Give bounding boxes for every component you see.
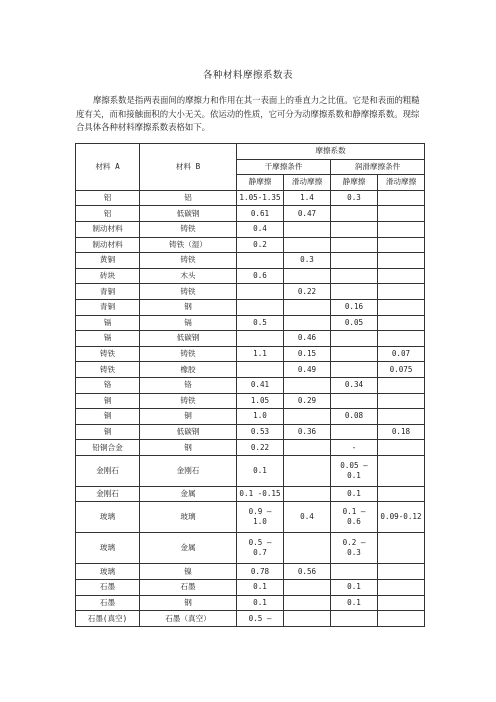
table-row <box>76 595 425 611</box>
cell-dry-sliding: 0.29 <box>284 393 331 409</box>
table-row <box>76 237 425 253</box>
cell-lube-static <box>331 268 378 284</box>
cell-dry-static <box>237 253 284 269</box>
cell-lube-sliding <box>378 268 425 284</box>
header-dry-condition: 干摩擦条件 <box>237 159 331 175</box>
cell-material-a: 玻璃 <box>76 502 140 533</box>
cell-dry-static: 0.5 – <box>237 611 284 627</box>
header-row-1 <box>76 144 425 160</box>
cell-material-a: 石墨 <box>76 595 140 611</box>
cell-material-b: 铸铁 <box>140 253 237 269</box>
cell-material-b: 橡胶 <box>140 362 237 378</box>
cell-lube-sliding <box>378 253 425 269</box>
cell-lube-sliding <box>378 533 425 564</box>
cell-dry-static <box>237 362 284 378</box>
table-row <box>76 424 425 440</box>
cell-material-b: 钢 <box>140 440 237 456</box>
header-lubricated-condition: 润滑摩擦条件 <box>331 159 425 175</box>
cell-dry-sliding: 0.36 <box>284 424 331 440</box>
cell-material-b: 镉 <box>140 315 237 331</box>
cell-dry-static: 0.1 <box>237 580 284 596</box>
cell-material-a: 石墨 <box>76 580 140 596</box>
cell-lube-sliding <box>378 190 425 206</box>
cell-material-a: 黄铜 <box>76 253 140 269</box>
friction-table <box>75 143 425 627</box>
cell-material-b: 石墨 <box>140 580 237 596</box>
cell-material-a: 铝 <box>76 190 140 206</box>
cell-dry-static: 0.4 <box>237 221 284 237</box>
cell-material-b: 玻璃 <box>140 502 237 533</box>
cell-dry-sliding <box>284 299 331 315</box>
table-row <box>76 580 425 596</box>
cell-lube-static <box>331 424 378 440</box>
cell-lube-sliding <box>378 284 425 300</box>
cell-dry-sliding: 0.3 <box>284 253 331 269</box>
cell-dry-static: 0.2 <box>237 237 284 253</box>
cell-material-a: 铅铜合金 <box>76 440 140 456</box>
cell-lube-sliding <box>378 237 425 253</box>
table-row <box>76 206 425 222</box>
table-row <box>76 533 425 564</box>
cell-value-line: 0.6 <box>347 517 361 527</box>
cell-material-a: 玻璃 <box>76 564 140 580</box>
cell-material-b: 钢 <box>140 299 237 315</box>
cell-lube-sliding <box>378 409 425 425</box>
cell-material-b: 金刚石 <box>140 455 237 486</box>
cell-lube-sliding: 0.075 <box>378 362 425 378</box>
cell-dry-sliding <box>284 486 331 502</box>
cell-lube-sliding <box>378 455 425 486</box>
cell-dry-static: 0.5 <box>237 315 284 331</box>
cell-lube-static <box>331 564 378 580</box>
cell-dry-static: 1.05-1.35 <box>237 190 284 206</box>
cell-lube-static: - <box>331 440 378 456</box>
cell-material-b: 金属 <box>140 533 237 564</box>
cell-material-a: 镉 <box>76 331 140 347</box>
cell-material-b: 铸铁 <box>140 284 237 300</box>
cell-dry-sliding <box>284 237 331 253</box>
cell-material-b: 金属 <box>140 486 237 502</box>
cell-dry-static <box>237 502 284 533</box>
cell-lube-sliding <box>378 440 425 456</box>
table-row <box>76 346 425 362</box>
cell-lube-sliding <box>378 393 425 409</box>
header-lube-static: 静摩擦 <box>331 175 378 191</box>
cell-lube-static <box>331 331 378 347</box>
cell-dry-sliding <box>284 221 331 237</box>
cell-dry-sliding <box>284 580 331 596</box>
table-row <box>76 362 425 378</box>
cell-material-b: 镍 <box>140 564 237 580</box>
cell-dry-static: 0.61 <box>237 206 284 222</box>
header-dry-sliding: 滑动摩擦 <box>284 175 331 191</box>
cell-material-a: 青铜 <box>76 284 140 300</box>
cell-material-b: 铸铁 <box>140 221 237 237</box>
table-row <box>76 221 425 237</box>
cell-dry-sliding: 0.4 <box>284 502 331 533</box>
cell-material-a: 铸铁 <box>76 346 140 362</box>
cell-material-a: 金刚石 <box>76 455 140 486</box>
cell-lube-sliding <box>378 331 425 347</box>
header-material-b: 材料 B <box>140 144 237 191</box>
cell-dry-sliding: 0.49 <box>284 362 331 378</box>
cell-material-a: 铝 <box>76 206 140 222</box>
table-row <box>76 315 425 331</box>
cell-lube-sliding <box>378 595 425 611</box>
cell-lube-static: 0.05 <box>331 315 378 331</box>
cell-dry-static: 1.0 <box>237 409 284 425</box>
cell-dry-static <box>237 299 284 315</box>
cell-lube-sliding <box>378 206 425 222</box>
cell-material-a: 铬 <box>76 377 140 393</box>
cell-dry-static: 0.22 <box>237 440 284 456</box>
table-row <box>76 440 425 456</box>
cell-value-line: 0.7 <box>253 548 267 558</box>
table-row <box>76 486 425 502</box>
cell-lube-static <box>331 393 378 409</box>
cell-dry-static: 0.1 -0.15 <box>237 486 284 502</box>
cell-value-line: 0.1 <box>347 470 361 480</box>
cell-lube-sliding <box>378 611 425 627</box>
cell-lube-static <box>331 284 378 300</box>
table-row <box>76 502 425 533</box>
cell-dry-static: 0.6 <box>237 268 284 284</box>
cell-lube-static: 0.1 <box>331 580 378 596</box>
table-row <box>76 393 425 409</box>
cell-dry-sliding: 0.56 <box>284 564 331 580</box>
cell-dry-sliding <box>284 409 331 425</box>
cell-value-line: 1.0 <box>253 517 267 527</box>
cell-material-b: 木头 <box>140 268 237 284</box>
table-row <box>76 331 425 347</box>
cell-material-b: 低碳钢 <box>140 331 237 347</box>
cell-dry-static: 0.53 <box>237 424 284 440</box>
table-row <box>76 268 425 284</box>
intro-paragraph: 摩擦系数是指两表面间的摩擦力和作用在其一表面上的垂直力之比值。它是和表面的粗糙度有关，而和接触面积的大小无关。依运动的性质，它可分为动摩擦系数和静摩擦系数。现综合具体各种材料摩擦系数表格如下。 <box>76 95 420 132</box>
cell-dry-sliding <box>284 595 331 611</box>
cell-lube-sliding <box>378 315 425 331</box>
cell-material-b: 铸铁 <box>140 393 237 409</box>
cell-material-a: 制动材料 <box>76 237 140 253</box>
cell-dry-static: 1.1 <box>237 346 284 362</box>
cell-value-line: 0.5 – <box>248 538 272 548</box>
cell-material-a: 石墨(真空) <box>76 611 140 627</box>
cell-material-b: 铸铁（湿） <box>140 237 237 253</box>
cell-material-b: 石墨（真空） <box>140 611 237 627</box>
cell-material-a: 铸铁 <box>76 362 140 378</box>
cell-lube-static: 0.34 <box>331 377 378 393</box>
header-lube-sliding: 滑动摩擦 <box>378 175 425 191</box>
cell-lube-sliding <box>378 377 425 393</box>
table-row <box>76 253 425 269</box>
cell-lube-static: 0.1 <box>331 486 378 502</box>
header-friction-coefficient: 摩擦系数 <box>237 144 425 160</box>
table-row <box>76 409 425 425</box>
cell-dry-sliding <box>284 377 331 393</box>
cell-dry-static <box>237 284 284 300</box>
cell-dry-static <box>237 533 284 564</box>
cell-value-line: 0.2 – <box>342 538 366 548</box>
cell-lube-static: 0.16 <box>331 299 378 315</box>
table-body <box>76 190 425 626</box>
cell-material-a: 砖块 <box>76 268 140 284</box>
document-title: 各种材料摩擦系数表 <box>202 70 293 81</box>
cell-material-a: 玻璃 <box>76 533 140 564</box>
cell-material-a: 铜 <box>76 409 140 425</box>
cell-material-b: 铸铁 <box>140 346 237 362</box>
cell-lube-static <box>331 346 378 362</box>
cell-lube-sliding <box>378 299 425 315</box>
cell-value-line: 0.05 – <box>340 460 368 470</box>
cell-lube-static: 0.1 <box>331 595 378 611</box>
cell-material-b: 铝 <box>140 190 237 206</box>
cell-lube-sliding <box>378 564 425 580</box>
cell-dry-sliding: 0.15 <box>284 346 331 362</box>
cell-lube-static <box>331 455 378 486</box>
cell-lube-static <box>331 533 378 564</box>
cell-value-line: 0.9 – <box>248 507 272 517</box>
cell-dry-sliding <box>284 315 331 331</box>
header-dry-static: 静摩擦 <box>237 175 284 191</box>
cell-material-a: 铜 <box>76 393 140 409</box>
cell-material-a: 金刚石 <box>76 486 140 502</box>
cell-lube-sliding: 0.18 <box>378 424 425 440</box>
cell-lube-static: 0.3 <box>331 190 378 206</box>
cell-dry-sliding: 0.46 <box>284 331 331 347</box>
cell-dry-sliding <box>284 533 331 564</box>
table-row <box>76 611 425 627</box>
cell-value-line: 0.3 <box>347 548 361 558</box>
cell-dry-sliding: 0.22 <box>284 284 331 300</box>
cell-lube-sliding <box>378 221 425 237</box>
cell-lube-sliding: 0.09-0.12 <box>378 502 425 533</box>
cell-material-b: 低碳钢 <box>140 424 237 440</box>
cell-lube-static: 0.08 <box>331 409 378 425</box>
cell-material-b: 低碳钢 <box>140 206 237 222</box>
cell-dry-sliding: 0.47 <box>284 206 331 222</box>
cell-lube-static <box>331 253 378 269</box>
cell-dry-static: 0.78 <box>237 564 284 580</box>
table-row <box>76 284 425 300</box>
cell-material-a: 青铜 <box>76 299 140 315</box>
cell-lube-static <box>331 221 378 237</box>
cell-lube-sliding: 0.07 <box>378 346 425 362</box>
cell-material-a: 铜 <box>76 424 140 440</box>
cell-lube-sliding <box>378 580 425 596</box>
cell-dry-sliding <box>284 455 331 486</box>
cell-lube-static <box>331 362 378 378</box>
cell-dry-sliding <box>284 268 331 284</box>
cell-dry-static: 0.1 <box>237 455 284 486</box>
cell-material-a: 制动材料 <box>76 221 140 237</box>
table-row <box>76 455 425 486</box>
cell-lube-static <box>331 611 378 627</box>
cell-material-b: 铜 <box>140 409 237 425</box>
table-row <box>76 564 425 580</box>
cell-material-a: 镉 <box>76 315 140 331</box>
cell-value-line: 0.1 – <box>342 507 366 517</box>
cell-dry-sliding <box>284 440 331 456</box>
cell-dry-static <box>237 331 284 347</box>
cell-dry-static: 1.05 <box>237 393 284 409</box>
cell-lube-static <box>331 206 378 222</box>
cell-lube-static <box>331 502 378 533</box>
header-material-a: 材料 A <box>76 144 140 191</box>
cell-dry-static: 0.41 <box>237 377 284 393</box>
table-row <box>76 190 425 206</box>
cell-dry-sliding: 1.4 <box>284 190 331 206</box>
cell-lube-sliding <box>378 486 425 502</box>
table-row <box>76 377 425 393</box>
cell-dry-sliding <box>284 611 331 627</box>
cell-material-b: 钢 <box>140 595 237 611</box>
table-row <box>76 299 425 315</box>
cell-dry-static: 0.1 <box>237 595 284 611</box>
cell-lube-static <box>331 237 378 253</box>
cell-material-b: 铬 <box>140 377 237 393</box>
